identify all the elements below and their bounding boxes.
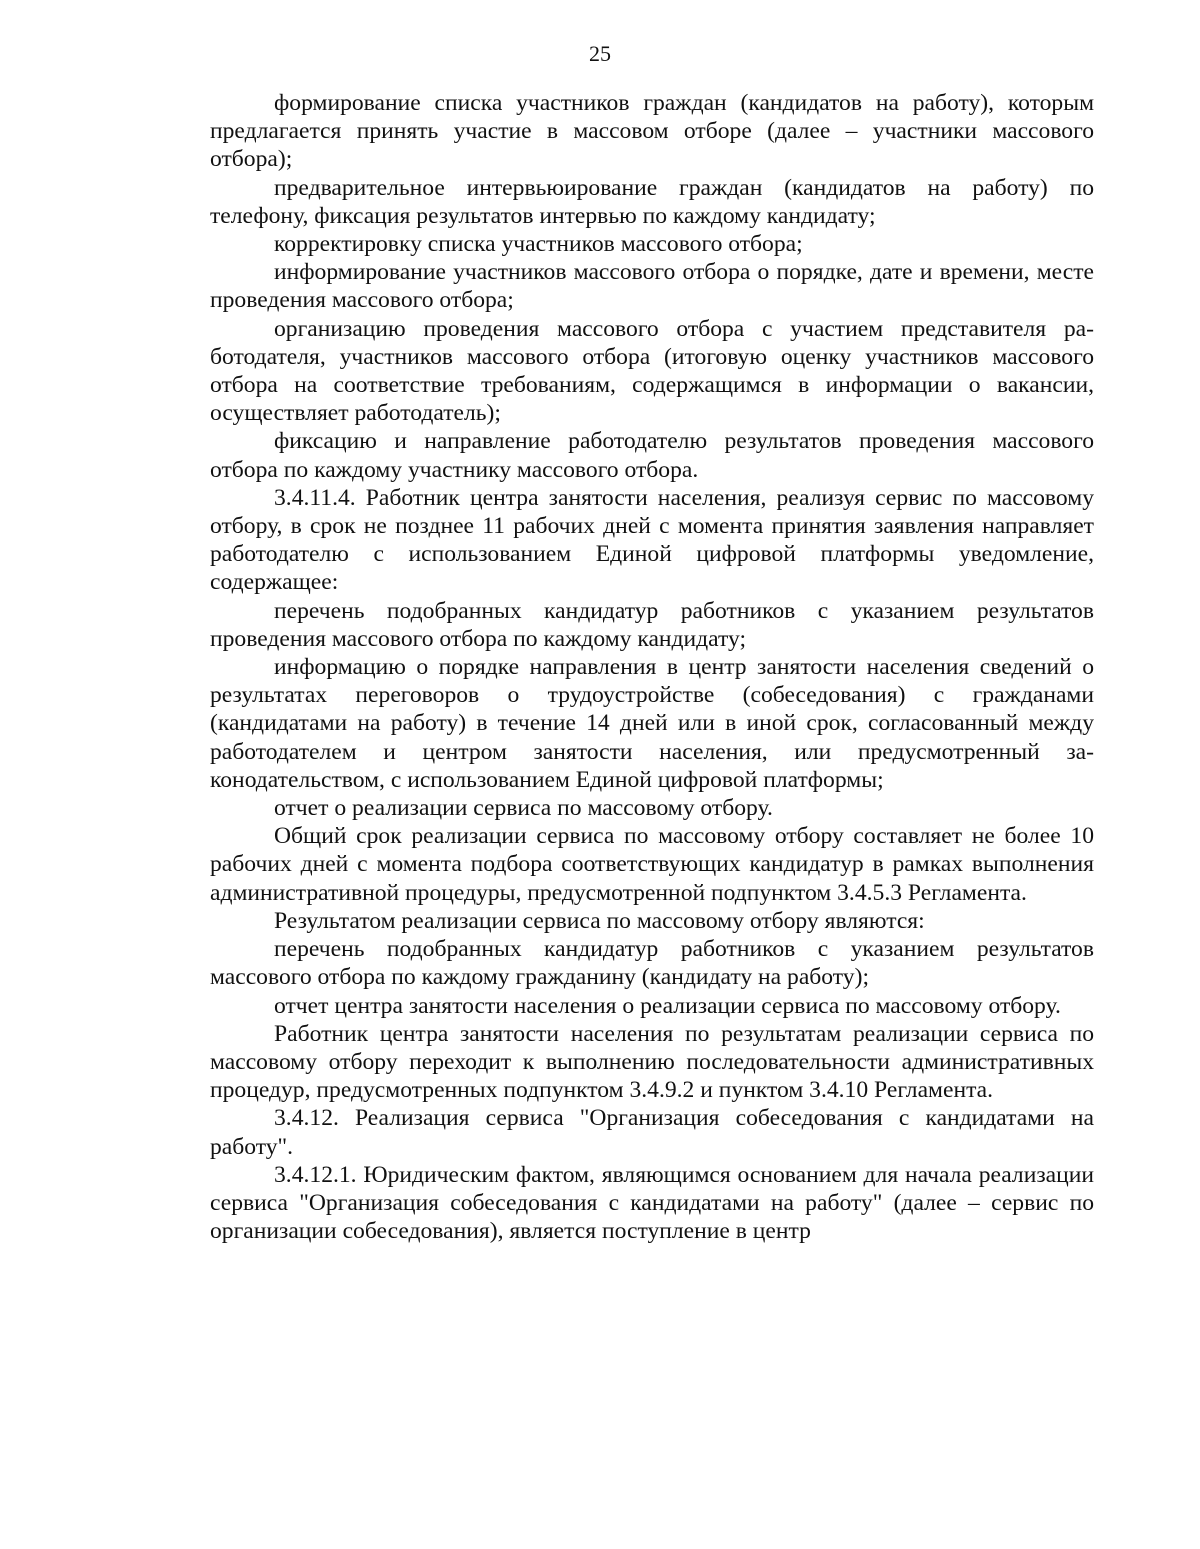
- paragraph: предварительное интервьюирование граждан (кандидатов на работу) по телефону, фиксация результатов интервью по каждому кандидату;: [210, 174, 1094, 229]
- paragraph: Работник центра занятости населения по результатам реализации сервиса по массовому отбору переходит к выполнению последовательности административных процедур, предусмотренных подпунктом 3.4.9.2 и пунктом 3.4.10 Регламента.: [210, 1020, 1094, 1104]
- body-text: [210, 89, 1094, 1245]
- paragraph: отчет центра занятости населения о реализации сервиса по массовому отбору.: [274, 992, 1061, 1019]
- paragraph: отчет о реализации сервиса по массовому отбору.: [274, 795, 773, 822]
- paragraph: 3.4.12. Реализация сервиса "Организация собеседования с кандидатами на работу".: [210, 1105, 1094, 1160]
- paragraph: Общий срок реализации сервиса по массовому отбору составляет не более 10 рабочих дней с момента подбора соответствующих кандидатур в рамках выполнения административной процедуры, предусмотренной подпунктом 3.4.5.3 Регламента.: [210, 823, 1094, 906]
- paragraph: информацию о порядке направления в центр занятости населения сведений о результатах переговоров о трудоустройстве (собеседования) с гражданами (кандидатами на работу) в течение 14 дней или в иной срок, согласованный между работодателем и центром занятости населения, или предусмотренный законодательством, с использованием Единой цифровой платформы;: [210, 654, 1094, 793]
- paragraph: 3.4.12.1. Юридическим фактом, являющимся основанием для начала реализации сервиса "Организация собеседования с кандидатами на работу" (далее – сервис по организации собеседования), является поступление в центр: [210, 1161, 1094, 1245]
- page-number: 25: [589, 41, 611, 66]
- paragraph: информирование участников массового отбора о порядке, дате и времени, месте проведения массового отбора;: [210, 259, 1094, 314]
- paragraph: Результатом реализации сервиса по массовому отбору являются:: [274, 907, 925, 934]
- paragraph: перечень подобранных кандидатур работников с указанием результатов проведения массового отбора по каждому кандидату;: [210, 597, 1094, 652]
- paragraph: перечень подобранных кандидатур работников с указанием результатов массового отбора по каждому гражданину (кандидату на работу);: [210, 936, 1094, 991]
- paragraph: фиксацию и направление работодателю результатов проведения массового отбора по каждому участнику массового отбора.: [210, 428, 1094, 483]
- paragraph: 3.4.11.4. Работник центра занятости населения, реализуя сервис по массовому отбору, в срок не позднее 11 рабочих дней с момента принятия заявления направляет работодателю с использованием Единой цифровой платформы уведомление, содержащее:: [210, 484, 1094, 596]
- paragraph: корректировку списка участников массового отбора;: [274, 231, 803, 258]
- paragraph: формирование списка участников граждан (кандидатов на работу), которым предлагается принять участие в массовом отборе (далее – участники массового отбора);: [210, 90, 1094, 173]
- paragraph: организацию проведения массового отбора с участием представителя работодателя, участников массового отбора (итоговую оценку участников массового отбора на соответствие требованиям, содержащимся в информации о вакансии, осуществляет работодатель);: [210, 315, 1094, 427]
